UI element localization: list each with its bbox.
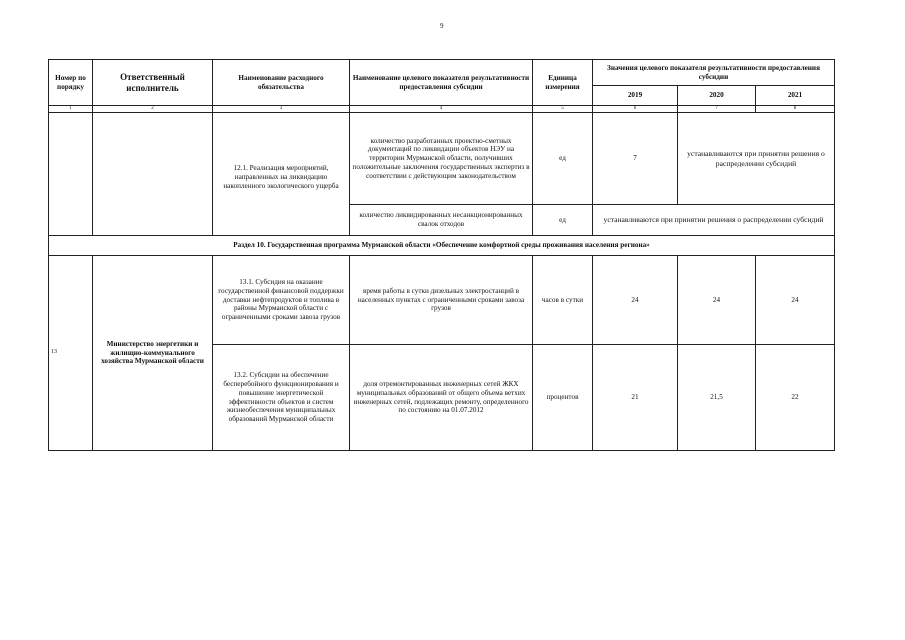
column-number: 4 <box>350 106 533 113</box>
value-13-2-2020: 21,5 <box>678 345 756 451</box>
header-year-2019: 2019 <box>593 86 678 106</box>
header-obligation: Наименование расходного обязательства <box>213 60 350 106</box>
obligation-13-2: 13.2. Субсидии на обеспечение бесперебойного функционирования и повышение энергетической эффективности объектов и систем жизнеобеспечения муниципальных образований Мурманской области <box>213 345 350 451</box>
column-number: 8 <box>756 106 835 113</box>
header-number: Номер по порядку <box>49 60 93 106</box>
value-13-1-2020: 24 <box>678 256 756 345</box>
header-year-2021: 2021 <box>756 86 835 106</box>
value-13-2-2019: 21 <box>593 345 678 451</box>
unit-13-2: процентов <box>533 345 593 451</box>
note-12-1-2020-2021: устанавливаются при принятии решения о распределении субсидий <box>678 113 835 205</box>
note-12-1-all-years: устанавливаются при принятии решения о распределении субсидий <box>593 205 835 236</box>
header-values: Значения целевого показателя результативности предоставления субсидии <box>593 60 835 86</box>
obligation-13-1: 13.1. Субсидия на оказание государственной финансовой поддержки доставки нефтепродуктов и топлива в районы Мурманской области с ограниченными сроками завоза грузов <box>213 256 350 345</box>
unit-12-1-b: ед <box>533 205 593 236</box>
column-number: 7 <box>678 106 756 113</box>
empty-executor-cell <box>93 113 213 236</box>
row-number-13: 13 <box>49 256 93 451</box>
value-13-1-2019: 24 <box>593 256 678 345</box>
value-13-1-2021: 24 <box>756 256 835 345</box>
column-number: 5 <box>533 106 593 113</box>
column-number: 1 <box>49 106 93 113</box>
header-executor: Ответственный исполнитель <box>93 60 213 106</box>
value-12-1-2019: 7 <box>593 113 678 205</box>
column-numbers-row <box>49 106 835 113</box>
header-indicator: Наименование целевого показателя результативности предоставления субсидии <box>350 60 533 106</box>
empty-number-cell <box>49 113 93 236</box>
header-year-2020: 2020 <box>678 86 756 106</box>
unit-12-1-a: ед <box>533 113 593 205</box>
indicator-12-1-a: количество разработанных проектно-сметных документаций по ликвидации объектов НЭУ на территории Мурманской области, получивших положительные заключения государственных экспертиз в соответствии с действующим законодательством <box>350 113 533 205</box>
indicator-12-1-b: количество ликвидированных несанкционированных свалок отходов <box>350 205 533 236</box>
table-row-12-1 <box>49 113 835 205</box>
column-number: 6 <box>593 106 678 113</box>
obligation-12-1: 12.1. Реализация мероприятий, направленных на ликвидацию накопленного экологического ущерба <box>213 113 350 236</box>
column-number: 2 <box>93 106 213 113</box>
value-13-2-2021: 22 <box>756 345 835 451</box>
page-number: 9 <box>440 22 444 30</box>
indicators-table <box>48 59 835 451</box>
indicator-13-2: доля отремонтированных инженерных сетей ЖКХ муниципальных образований от общего объема ветхих инженерных сетей, подлежащих ремонту, определенного по состоянию на 01.07.2012 <box>350 345 533 451</box>
section-row <box>49 236 835 256</box>
column-number: 3 <box>213 106 350 113</box>
header-unit: Единица измерения <box>533 60 593 106</box>
indicator-13-1: время работы в сутки дизельных электростанций в населенных пунктах с ограниченными сроками завоза грузов <box>350 256 533 345</box>
header-row <box>49 60 835 86</box>
unit-13-1: часов в сутки <box>533 256 593 345</box>
executor-13: Министерство энергетики и жилищно-коммунального хозяйства Мурманской области <box>93 256 213 451</box>
table-row-13-1 <box>49 256 835 345</box>
section-title: Раздел 10. Государственная программа Мурманской области «Обеспечение комфортной среды проживания населения региона» <box>49 236 835 256</box>
